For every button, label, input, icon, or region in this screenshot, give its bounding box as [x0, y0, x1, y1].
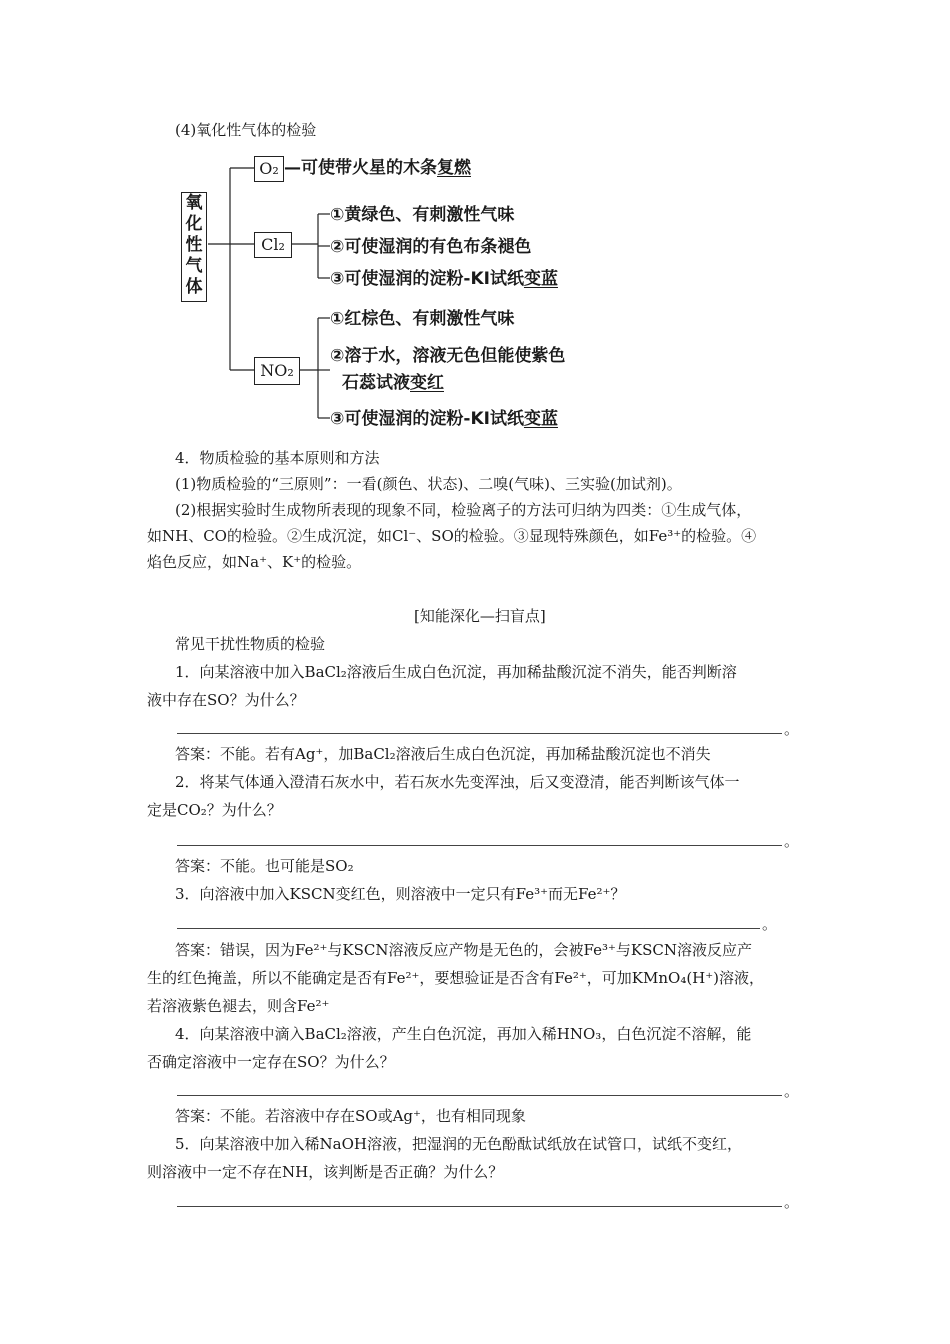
answer-3-line: 答案：错误，因为Fe²⁺与KSCN溶液反应产物是无色的，会被Fe³⁺与KSCN溶液反应产	[175, 941, 752, 959]
end-mark: 。	[784, 720, 800, 738]
paragraph-title: 4．物质检验的基本原则和方法	[175, 449, 380, 467]
no2-item-3: ③可使湿润的淀粉-KI试纸变蓝	[330, 409, 558, 429]
answer-2: 答案：不能。也可能是SO₂	[175, 857, 354, 875]
oxidizing-gas-diagram	[170, 148, 650, 438]
question-4-line: 否确定溶液中一定存在SO？为什么？	[147, 1053, 395, 1071]
root-char: 体	[185, 277, 203, 297]
cl2-item-1: ①黄绿色、有刺激性气味	[330, 205, 515, 225]
no2-item-1: ①红棕色、有刺激性气味	[330, 309, 515, 329]
root-char: 氧	[185, 193, 203, 213]
no2-item-2a: ②溶于水，溶液无色但能使紫色	[330, 346, 566, 366]
end-mark: 。	[784, 1082, 800, 1100]
cl2-item-3: ③可使湿润的淀粉-KI试纸变蓝	[330, 269, 558, 289]
end-mark: 。	[784, 832, 800, 850]
root-char: 气	[185, 256, 203, 276]
question-4-line: 4．向某溶液中滴入BaCl₂溶液，产生白色沉淀，再加入稀HNO₃，白色沉淀不溶解，能	[175, 1025, 752, 1043]
section-heading: (4)氧化性气体的检验	[175, 121, 317, 139]
answer-blank	[177, 733, 782, 734]
question-2-line: 2．将某气体通入澄清石灰水中，若石灰水先变浑浊，后又变澄清，能否判断该气体一	[175, 773, 740, 791]
paragraph-line: (1)物质检验的“三原则”：一看(颜色、状态)、二嗅(气味)、三实验(加试剂)。	[175, 475, 682, 493]
answer-blank	[177, 1206, 782, 1207]
diagram-connectors	[170, 148, 650, 438]
question-3: 3．向溶液中加入KSCN变红色，则溶液中一定只有Fe³⁺而无Fe²⁺？	[175, 885, 626, 903]
o2-box: O₂	[254, 156, 284, 182]
end-mark: 。	[784, 1193, 800, 1211]
question-1-line: 液中存在SO？为什么？	[147, 691, 305, 709]
o2-description: —可使带火星的木条复燃	[284, 158, 471, 178]
end-mark: 。	[762, 915, 778, 933]
no2-item-2b: 石蕊试液变红	[342, 373, 444, 393]
root-char: 化	[185, 214, 203, 234]
answer-4: 答案：不能。若溶液中存在SO或Ag⁺，也有相同现象	[175, 1107, 526, 1125]
paragraph-line: (2)根据实验时生成物所表现的现象不同，检验离子的方法可归纳为四类：①生成气体，	[175, 501, 752, 519]
question-5-line: 5．向某溶液中加入稀NaOH溶液，把湿润的无色酚酞试纸放在试管口，试纸不变红，	[175, 1135, 742, 1153]
answer-blank	[177, 1095, 782, 1096]
answer-3-line: 若溶液紫色褪去，则含Fe²⁺	[147, 997, 330, 1015]
cl2-item-2: ②可使湿润的有色布条褪色	[330, 237, 532, 257]
subtitle: 常见干扰性物质的检验	[175, 635, 326, 653]
paragraph-line: 如NH、CO的检验。②生成沉淀，如Cl⁻、SO的检验。③显现特殊颜色，如Fe³⁺的检验。④	[147, 527, 757, 545]
question-5-line: 则溶液中一定不存在NH，该判断是否正确？为什么？	[147, 1163, 504, 1181]
question-1-line: 1．向某溶液中加入BaCl₂溶液后生成白色沉淀，再加稀盐酸沉淀不消失，能否判断溶	[175, 663, 737, 681]
answer-3-line: 生的红色掩盖，所以不能确定是否有Fe²⁺，要想验证是否含有Fe²⁺，可加KMnO₄(H⁺)溶液，	[147, 969, 765, 987]
section-title: [知能深化—扫盲点]	[414, 607, 546, 625]
answer-blank	[177, 845, 782, 846]
answer-blank	[177, 928, 760, 929]
paragraph-line: 焰色反应，如Na⁺、K⁺的检验。	[147, 553, 362, 571]
oxidizing-gas-box	[181, 192, 207, 302]
answer-1: 答案：不能。若有Ag⁺，加BaCl₂溶液后生成白色沉淀，再加稀盐酸沉淀也不消失	[175, 745, 711, 763]
root-char: 性	[185, 235, 203, 255]
cl2-box: Cl₂	[254, 232, 292, 258]
no2-box: NO₂	[254, 357, 300, 385]
question-2-line: 定是CO₂？为什么？	[147, 801, 282, 819]
